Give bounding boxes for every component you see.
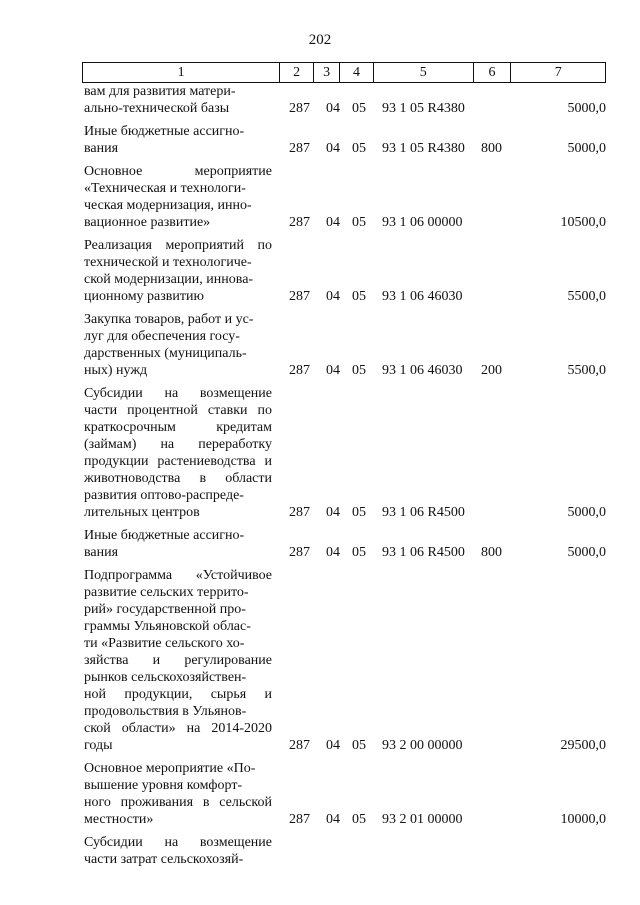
row-section: 04 — [326, 812, 340, 827]
row-admin-code: 287 — [289, 505, 310, 520]
table-row — [84, 237, 608, 305]
header-col-4: 4 — [340, 63, 374, 82]
row-admin-code: 287 — [289, 141, 310, 156]
row-subsection: 05 — [352, 505, 366, 520]
table-row — [84, 163, 608, 231]
row-target-article: 93 1 06 46030 — [382, 289, 463, 304]
row-description: Основное мероприятие «По- вышение уровня комфорт- ного проживания в сельской местности» — [84, 761, 272, 827]
row-admin-code: 287 — [289, 215, 310, 230]
row-amount: 5000,0 — [567, 101, 606, 116]
row-target-article: 93 1 06 46030 — [382, 363, 463, 378]
row-admin-code: 287 — [289, 545, 310, 560]
table-row — [84, 760, 608, 828]
row-section: 04 — [326, 738, 340, 753]
row-description: Закупка товаров, работ и ус- луг для обеспечения госу- дарственных (муниципаль- ных) нужд — [84, 312, 254, 378]
row-admin-code: 287 — [289, 812, 310, 827]
row-subsection: 05 — [352, 215, 366, 230]
header-col-2: 2 — [280, 63, 314, 82]
row-target-article: 93 1 06 R4500 — [382, 545, 465, 560]
row-target-article: 93 2 01 00000 — [382, 812, 463, 827]
row-target-article: 93 1 05 R4380 — [382, 101, 465, 116]
row-description: Иные бюджетные ассигно- вания — [84, 124, 245, 156]
row-subsection: 05 — [352, 545, 366, 560]
table-row — [84, 123, 608, 157]
table-row — [84, 385, 608, 521]
row-subsection: 05 — [352, 363, 366, 378]
row-amount: 5000,0 — [567, 545, 606, 560]
row-description: вам для развития матери- ально-технической базы — [84, 84, 236, 116]
row-admin-code: 287 — [289, 738, 310, 753]
header-col-5: 5 — [374, 63, 474, 82]
row-expense-type: 800 — [481, 545, 502, 560]
header-col-1: 1 — [83, 63, 280, 82]
row-subsection: 05 — [352, 289, 366, 304]
table-row — [84, 567, 608, 754]
row-admin-code: 287 — [289, 101, 310, 116]
row-admin-code: 287 — [289, 363, 310, 378]
row-description: Субсидии на возмещение части процентной ставки по краткосрочным кредитам (займам) на переработку продукции растениеводства и животноводства в области развития оптово-распреде- лительных центров — [84, 386, 272, 520]
row-description: Основное мероприятие «Техническая и технологи- ческая модернизация, инно- вационное развитие» — [84, 164, 272, 230]
table-row — [84, 834, 608, 868]
row-description: Субсидии на возмещение части затрат сельскохозяй- — [84, 835, 272, 867]
row-amount: 5000,0 — [567, 141, 606, 156]
row-subsection: 05 — [352, 738, 366, 753]
header-col-6: 6 — [474, 63, 512, 82]
table-row — [84, 83, 608, 117]
row-target-article: 93 1 06 00000 — [382, 215, 463, 230]
row-subsection: 05 — [352, 141, 366, 156]
row-amount: 5500,0 — [567, 289, 606, 304]
table-row — [84, 311, 608, 379]
row-section: 04 — [326, 545, 340, 560]
row-section: 04 — [326, 215, 340, 230]
row-target-article: 93 1 06 R4500 — [382, 505, 465, 520]
row-section: 04 — [326, 289, 340, 304]
row-amount: 5000,0 — [567, 505, 606, 520]
row-section: 04 — [326, 101, 340, 116]
row-section: 04 — [326, 363, 340, 378]
row-amount: 5500,0 — [567, 363, 606, 378]
row-target-article: 93 2 00 00000 — [382, 738, 463, 753]
row-expense-type: 800 — [481, 141, 502, 156]
header-col-7: 7 — [554, 65, 562, 80]
row-amount: 29500,0 — [560, 738, 606, 753]
row-amount: 10000,0 — [560, 812, 606, 827]
table-row — [84, 527, 608, 561]
page-number: 202 — [308, 32, 332, 48]
header-col-3: 3 — [314, 63, 340, 82]
row-subsection: 05 — [352, 812, 366, 827]
row-description: Реализация мероприятий по технической и технологиче- ской модернизации, иннова- ционному развитию — [84, 238, 272, 304]
row-section: 04 — [326, 505, 340, 520]
table-header — [82, 62, 606, 83]
row-description: Иные бюджетные ассигно- вания — [84, 528, 245, 560]
row-amount: 10500,0 — [560, 215, 606, 230]
row-section: 04 — [326, 141, 340, 156]
row-expense-type: 200 — [481, 363, 502, 378]
row-admin-code: 287 — [289, 289, 310, 304]
table-body — [84, 83, 608, 868]
row-description: Подпрограмма «Устойчивое развитие сельских террито- рий» государственной про- граммы Ульяновской облас- ти «Развитие сельского хо- зяйства и регулирование рынков сельскохозяйствен- ной продукции, сырья и продовольствия в Ульянов- ской области» на 2014-2020 годы — [84, 568, 272, 753]
row-target-article: 93 1 05 R4380 — [382, 141, 465, 156]
row-subsection: 05 — [352, 101, 366, 116]
